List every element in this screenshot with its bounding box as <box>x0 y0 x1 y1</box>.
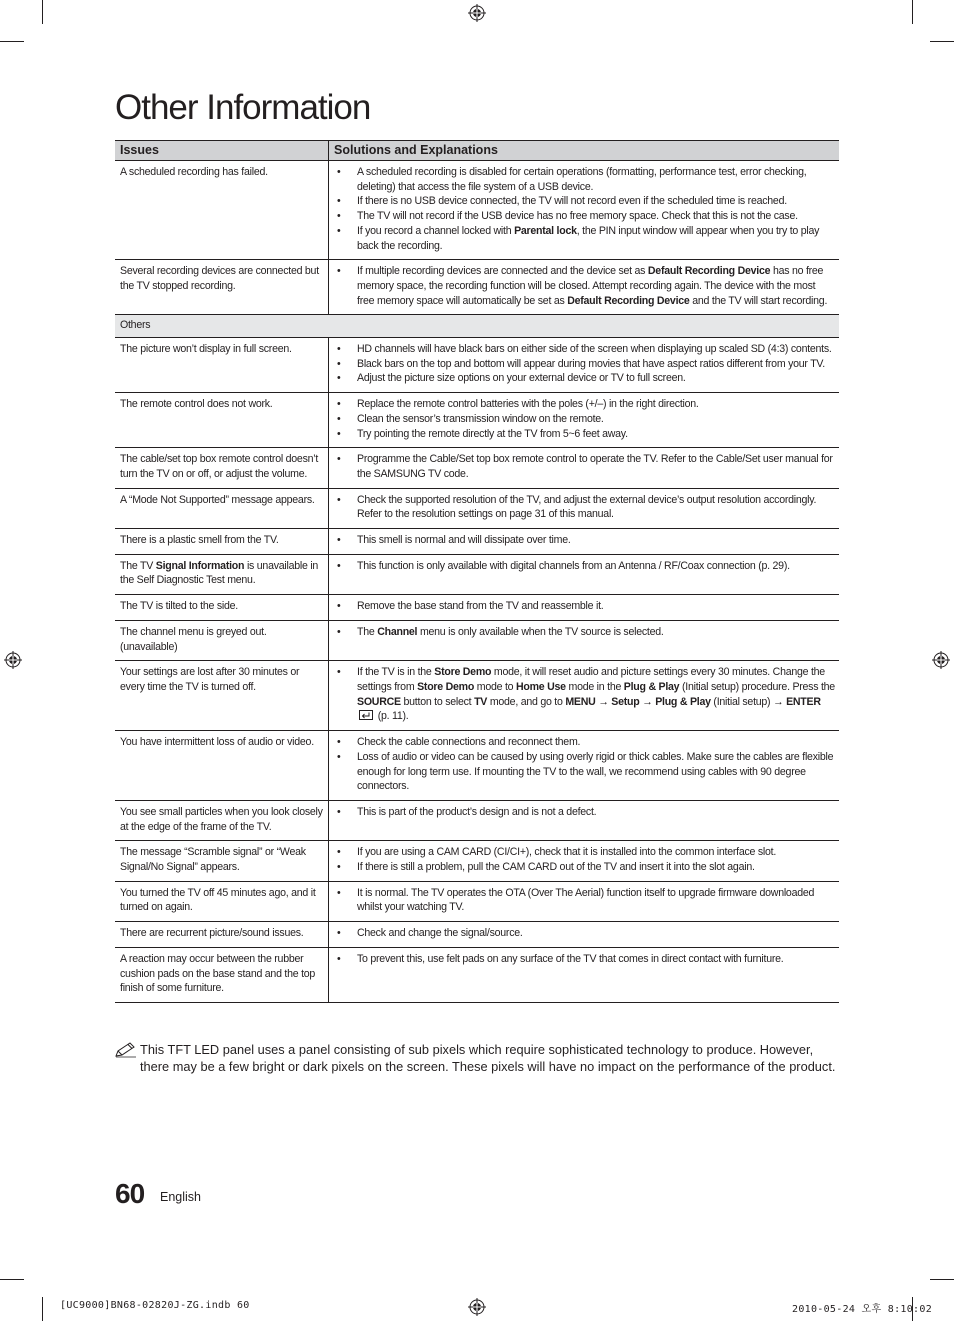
table-row <box>115 661 839 731</box>
table-row <box>115 922 839 948</box>
list-item: • Programme the Cable/Set top box remote control to operate the TV. Refer to the Cable/Set user manual for the SAMSUNG TV code. <box>357 452 835 481</box>
solution-list <box>357 533 835 548</box>
bold-term: Signal Information <box>155 559 245 572</box>
solution-cell <box>329 731 840 801</box>
issue-cell: The TV Signal Information is unavailable in the Self Diagnostic Test menu. <box>115 554 329 594</box>
solution-list <box>357 805 835 820</box>
registration-mark-icon <box>468 4 486 22</box>
list-item: • Loss of audio or video can be caused by using overly rigid or thick cables. Make sure the cables are flexible enough for long term use. If mounting the TV to the wall, we recommend using cables with 90 degree connectors. <box>357 750 835 794</box>
solution-list <box>357 493 835 522</box>
issue-cell: A scheduled recording has failed. <box>115 161 329 260</box>
troubleshooting-table <box>115 140 839 1003</box>
solution-list <box>357 625 835 640</box>
list-item: • This smell is normal and will dissipate over time. <box>357 533 835 548</box>
table-row <box>115 595 839 621</box>
pencil-note-icon <box>115 1042 137 1058</box>
bold-term: Home Use <box>515 680 566 693</box>
bold-term: Default Recording Device <box>647 265 771 278</box>
print-timestamp: 2010-05-24 오후 8:10:02 <box>792 1304 933 1315</box>
solution-list <box>357 926 835 941</box>
solution-cell <box>329 881 840 921</box>
list-item: • Check and change the signal/source. <box>357 926 835 941</box>
solution-list <box>357 952 835 967</box>
bold-term: MENU <box>565 695 596 708</box>
registration-mark-icon <box>468 1298 486 1316</box>
table-row <box>115 161 839 260</box>
solution-cell <box>329 529 840 555</box>
solution-cell <box>329 800 840 840</box>
solution-cell <box>329 661 840 731</box>
list-item: • If you record a channel locked with Parental lock, the PIN input window will appear when you try to play back the recording. <box>357 224 835 253</box>
solution-cell <box>329 260 840 315</box>
crop-mark-icon <box>0 1279 24 1280</box>
solution-list <box>357 165 835 253</box>
solution-list <box>357 735 835 794</box>
column-header-solutions: Solutions and Explanations <box>329 141 840 161</box>
solution-list <box>357 452 835 481</box>
bold-term: Plug & Play <box>623 680 680 693</box>
note-text: This TFT LED panel uses a panel consisting of sub pixels which require sophisticated technology to produce. However, there may be a few bright or dark pixels on the screen. These pixels will have no impact on the performance of the product. <box>140 1042 836 1074</box>
solution-list <box>357 845 835 874</box>
solution-cell <box>329 620 840 660</box>
list-item: • Check the cable connections and reconnect them. <box>357 735 835 750</box>
column-header-issues: Issues <box>115 141 329 161</box>
table-header-row <box>115 141 839 161</box>
bold-term: Setup <box>611 695 640 708</box>
registration-mark-icon <box>4 651 22 669</box>
list-item: • The TV will not record if the USB device has no free memory space. Check that this is not the case. <box>357 209 835 224</box>
list-item: • If you are using a CAM CARD (CI/CI+), check that it is installed into the common interface slot. <box>357 845 835 860</box>
issue-cell: The remote control does not work. <box>115 393 329 448</box>
bold-term: Parental lock <box>514 224 577 237</box>
solution-list <box>357 599 835 614</box>
table-row <box>115 488 839 528</box>
bold-term: Channel <box>377 625 418 638</box>
solution-list <box>357 559 835 574</box>
list-item: • The Channel menu is only available when the TV source is selected. <box>357 625 835 640</box>
table-row <box>115 260 839 315</box>
list-item: • If the TV is in the Store Demo mode, it will reset audio and picture settings every 30 minutes. Change the settings from Store Demo mode to Home Use mode in the Plug & Play (Initial setup) procedure. Press the SOURCE button to select TV mode, and go to MENU → Setup → Plug & Play (Initial setup) → ENTER (p. 11). <box>357 665 835 724</box>
bold-term: Default Recording Device <box>567 294 690 307</box>
page-language: English <box>160 1190 201 1204</box>
registration-mark-icon <box>932 651 950 669</box>
crop-mark-icon <box>42 0 43 24</box>
crop-mark-icon <box>42 1297 43 1321</box>
list-item: • Replace the remote control batteries with the poles (+/–) in the right direction. <box>357 397 835 412</box>
file-info: [UC9000]BN68-02820J-ZG.indb 60 <box>60 1300 250 1311</box>
bold-term: Store Demo <box>434 666 492 679</box>
solution-cell <box>329 488 840 528</box>
issue-cell: The channel menu is greyed out. (unavailable) <box>115 620 329 660</box>
solution-list <box>357 665 835 724</box>
issue-cell: You turned the TV off 45 minutes ago, and it turned on again. <box>115 881 329 921</box>
bold-term: TV <box>474 695 488 708</box>
section-row-others <box>115 315 839 338</box>
issue-cell: A reaction may occur between the rubber cushion pads on the base stand and the top finish of some furniture. <box>115 947 329 1002</box>
table-row <box>115 338 839 393</box>
solution-list <box>357 342 835 386</box>
issue-cell: The message “Scramble signal” or “Weak Signal/No Signal” appears. <box>115 841 329 881</box>
issue-cell: Your settings are lost after 30 minutes or every time the TV is turned off. <box>115 661 329 731</box>
list-item: • If multiple recording devices are connected and the device set as Default Recording Device has no free memory space, the recording function will be closed. Attempt recording again. The device with the most free memory space will automatically be set as Default Recording Device and the TV will start recording. <box>357 264 835 308</box>
section-label: Others <box>115 315 839 338</box>
bold-term: ENTER <box>786 695 821 708</box>
solution-cell <box>329 448 840 488</box>
crop-mark-icon <box>930 1279 954 1280</box>
table-row <box>115 529 839 555</box>
table-row <box>115 731 839 801</box>
list-item: • Remove the base stand from the TV and reassemble it. <box>357 599 835 614</box>
solution-cell <box>329 595 840 621</box>
issue-cell: There is a plastic smell from the TV. <box>115 529 329 555</box>
solution-list <box>357 886 835 915</box>
issue-cell: The TV is tilted to the side. <box>115 595 329 621</box>
list-item: • HD channels will have black bars on either side of the screen when displaying up scaled SD (4:3) contents. <box>357 342 835 357</box>
issue-cell: The picture won’t display in full screen. <box>115 338 329 393</box>
list-item: • This function is only available with digital channels from an Antenna / RF/Coax connection (p. 29). <box>357 559 835 574</box>
page-number: 60 <box>115 1178 145 1209</box>
table-row <box>115 841 839 881</box>
solution-list <box>357 264 835 308</box>
solution-cell <box>329 338 840 393</box>
solution-cell <box>329 922 840 948</box>
table-row <box>115 620 839 660</box>
table-row <box>115 881 839 921</box>
list-item: • It is normal. The TV operates the OTA (Over The Aerial) function itself to upgrade firmware downloaded whilst your watching TV. <box>357 886 835 915</box>
list-item: • To prevent this, use felt pads on any surface of the TV that comes in direct contact with furniture. <box>357 952 835 967</box>
list-item: • If there is no USB device connected, the TV will not record even if the scheduled time is reached. <box>357 194 835 209</box>
crop-mark-icon <box>930 41 954 42</box>
solution-cell <box>329 947 840 1002</box>
issue-cell: Several recording devices are connected but the TV stopped recording. <box>115 260 329 315</box>
list-item: • Adjust the picture size options on your external device or TV to full screen. <box>357 371 835 386</box>
table-row <box>115 448 839 488</box>
issue-cell: You have intermittent loss of audio or video. <box>115 731 329 801</box>
pixel-note <box>115 1042 839 1075</box>
list-item: • Black bars on the top and bottom will appear during movies that have aspect ratios different from your TV. <box>357 357 835 372</box>
list-item: • A scheduled recording is disabled for certain operations (formatting, performance test, error checking, deleting) that access the file system of a USB device. <box>357 165 835 194</box>
table-row <box>115 947 839 1002</box>
list-item: • Try pointing the remote directly at the TV from 5~6 feet away. <box>357 427 835 442</box>
bold-term: SOURCE <box>357 695 401 708</box>
solution-list <box>357 397 835 441</box>
crop-mark-icon <box>0 41 24 42</box>
solution-cell <box>329 554 840 594</box>
table-body <box>115 161 839 1003</box>
enter-icon <box>359 710 373 720</box>
table-row <box>115 554 839 594</box>
solution-cell <box>329 393 840 448</box>
list-item: • This is part of the product’s design and is not a defect. <box>357 805 835 820</box>
bold-term: Store Demo <box>417 680 475 693</box>
page-title: Other Information <box>115 88 371 127</box>
list-item: • Clean the sensor’s transmission window on the remote. <box>357 412 835 427</box>
crop-mark-icon <box>912 0 913 24</box>
table-row <box>115 800 839 840</box>
solution-cell <box>329 161 840 260</box>
list-item: • If there is still a problem, pull the CAM CARD out of the TV and insert it into the slot again. <box>357 860 835 875</box>
issue-cell: There are recurrent picture/sound issues. <box>115 922 329 948</box>
bold-term: Plug & Play <box>655 695 711 708</box>
list-item: • Check the supported resolution of the TV, and adjust the external device’s output resolution accordingly. Refer to the resolution settings on page 31 of this manual. <box>357 493 835 522</box>
issue-cell: You see small particles when you look closely at the edge of the frame of the TV. <box>115 800 329 840</box>
solution-cell <box>329 841 840 881</box>
table-row <box>115 393 839 448</box>
issue-cell: A “Mode Not Supported” message appears. <box>115 488 329 528</box>
issue-cell: The cable/set top box remote control doesn’t turn the TV on or off, or adjust the volume. <box>115 448 329 488</box>
